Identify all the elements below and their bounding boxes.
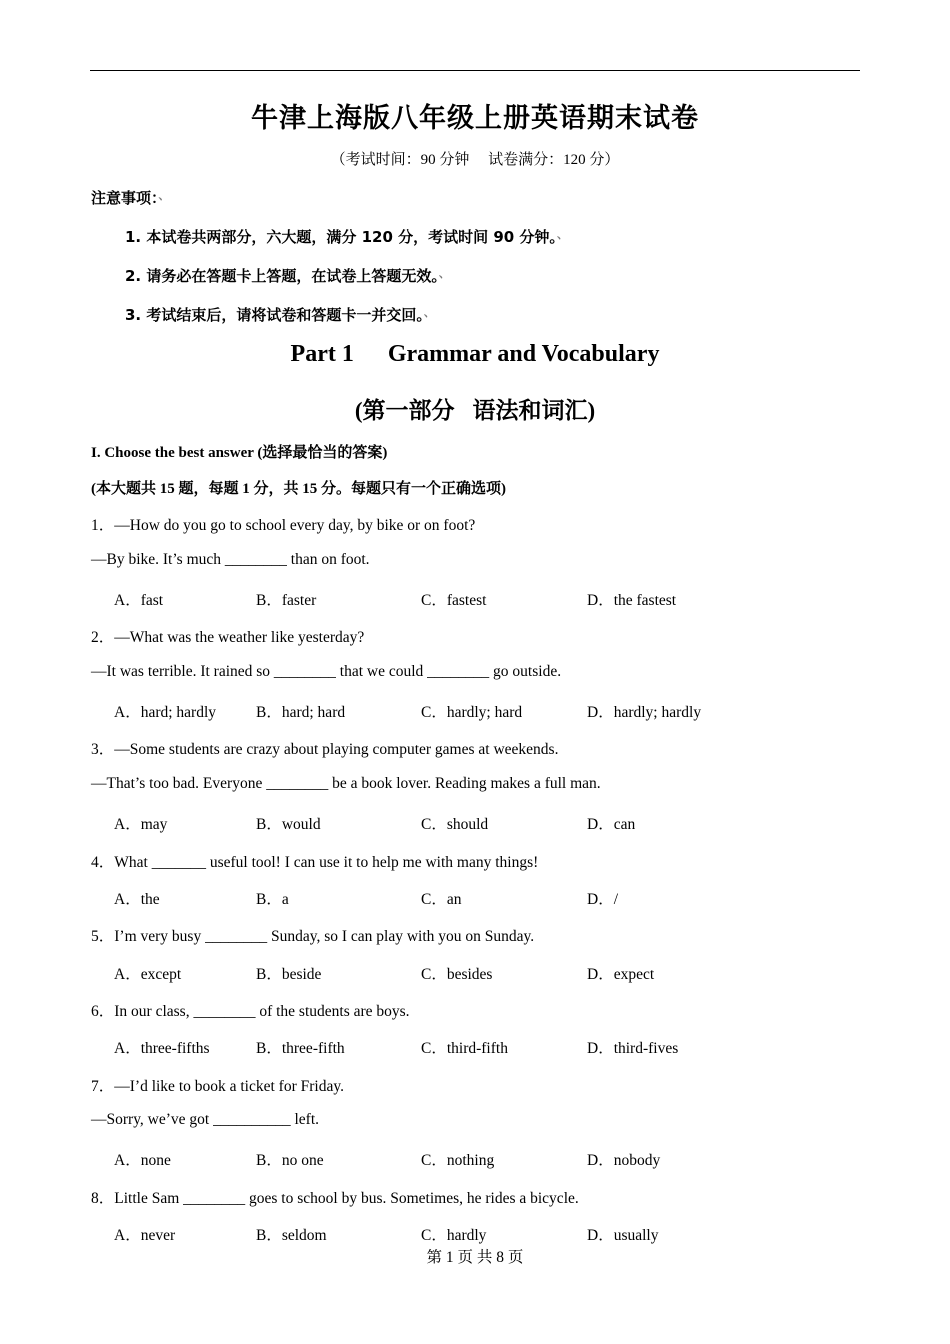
answer-option-b: B．three-fifth	[256, 1040, 345, 1057]
part-title	[0, 341, 950, 368]
notice-item: 2. 请务必在答题卡上答题，在试卷上答题无效。、	[125, 267, 450, 285]
exam-info: （考试时间：90 分钟 试卷满分：120 分）	[330, 152, 620, 168]
question-stem: 7．—I’d like to book a ticket for Friday.	[91, 1078, 344, 1095]
answer-option-c: C．fastest	[421, 592, 487, 609]
answer-option-c: C．besides	[421, 966, 493, 983]
answer-option-c: C．nothing	[421, 1152, 495, 1169]
notice-item-text: 3. 考试结束后，请将试卷和答题卡一并交回。	[125, 306, 424, 324]
question-stem: 6．In our class, ________ of the students are boys.	[91, 1003, 410, 1020]
part-cn-name: 语法和词汇)	[472, 398, 596, 423]
answer-option-b: B．a	[256, 891, 289, 908]
answer-option-d: D．/	[587, 891, 619, 908]
answer-option-b: B．would	[256, 816, 321, 833]
page-footer: 第 1 页 共 8 页	[426, 1249, 524, 1266]
question-stem: 5．I’m very busy ________ Sunday, so I can play with you on Sunday.	[91, 928, 535, 945]
answer-option-d: D．third-fives	[587, 1040, 679, 1057]
section-heading: I. Choose the best answer (选择最恰当的答案)	[91, 445, 388, 461]
answer-option-b: B．beside	[256, 966, 322, 983]
notice-item-text: 1. 本试卷共两部分，六大题，满分 120 分，考试时间 90 分钟。	[125, 228, 557, 246]
notice-item-text: 2. 请务必在答题卡上答题，在试卷上答题无效。	[125, 267, 439, 285]
question-stem: 3．—Some students are crazy about playing computer games at weekends.	[91, 741, 559, 758]
question-stem: 1．—How do you go to school every day, by bike or on foot?	[91, 517, 476, 534]
answer-option-b: B．faster	[256, 592, 317, 609]
notice-item: 3. 考试结束后，请将试卷和答题卡一并交回。、	[125, 306, 435, 324]
answer-option-a: A．hard; hardly	[114, 704, 217, 721]
question-dialogue-line: —That’s too bad. Everyone ________ be a book lover. Reading makes a full man.	[91, 775, 601, 792]
answer-option-d: D．expect	[587, 966, 655, 983]
answer-option-c: C．hardly	[421, 1227, 487, 1244]
notice-heading-text: 注意事项：	[91, 189, 159, 207]
answer-option-a: A．three-fifths	[114, 1040, 210, 1057]
question-stem: 8．Little Sam ________ goes to school by bus. Sometimes, he rides a bicycle.	[91, 1190, 579, 1207]
part-cn-number: (第一部分	[354, 398, 455, 423]
answer-option-b: B．seldom	[256, 1227, 327, 1244]
answer-option-b: B．no one	[256, 1152, 324, 1169]
answer-option-d: D．can	[587, 816, 636, 833]
answer-option-d: D．nobody	[587, 1152, 661, 1169]
answer-option-a: A．except	[114, 966, 182, 983]
question-stem: 4．What _______ useful tool! I can use it to help me with many things!	[91, 854, 539, 871]
notice-heading: 注意事项：、	[91, 189, 170, 207]
answer-option-a: A．may	[114, 816, 168, 833]
question-dialogue-line: —Sorry, we’ve got __________ left.	[91, 1111, 320, 1128]
answer-option-d: D．the fastest	[587, 592, 677, 609]
part-number: Part 1	[290, 341, 354, 367]
part-subtitle	[0, 392, 950, 425]
part-name: Grammar and Vocabulary	[387, 341, 660, 367]
answer-option-c: C．hardly; hard	[421, 704, 523, 721]
answer-option-a: A．the	[114, 891, 160, 908]
answer-option-c: C．should	[421, 816, 489, 833]
answer-option-b: B．hard; hard	[256, 704, 346, 721]
page-title: 牛津上海版八年级上册英语期末试卷	[251, 103, 699, 134]
answer-option-c: C．an	[421, 891, 462, 908]
top-rule	[90, 70, 860, 71]
answer-option-c: C．third-fifth	[421, 1040, 508, 1057]
section-instruction: (本大题共 15 题，每题 1 分，共 15 分。每题只有一个正确选项)	[91, 481, 506, 497]
question-dialogue-line: —By bike. It’s much ________ than on foot.	[91, 551, 370, 568]
question-dialogue-line: —It was terrible. It rained so ________ that we could ________ go outside.	[91, 663, 562, 680]
question-stem: 2．—What was the weather like yesterday?	[91, 629, 365, 646]
answer-option-a: A．never	[114, 1227, 176, 1244]
answer-option-d: D．usually	[587, 1227, 659, 1244]
answer-option-a: A．none	[114, 1152, 171, 1169]
answer-option-d: D．hardly; hardly	[587, 704, 702, 721]
answer-option-a: A．fast	[114, 592, 164, 609]
notice-item: 1. 本试卷共两部分，六大题，满分 120 分，考试时间 90 分钟。、	[125, 228, 568, 246]
